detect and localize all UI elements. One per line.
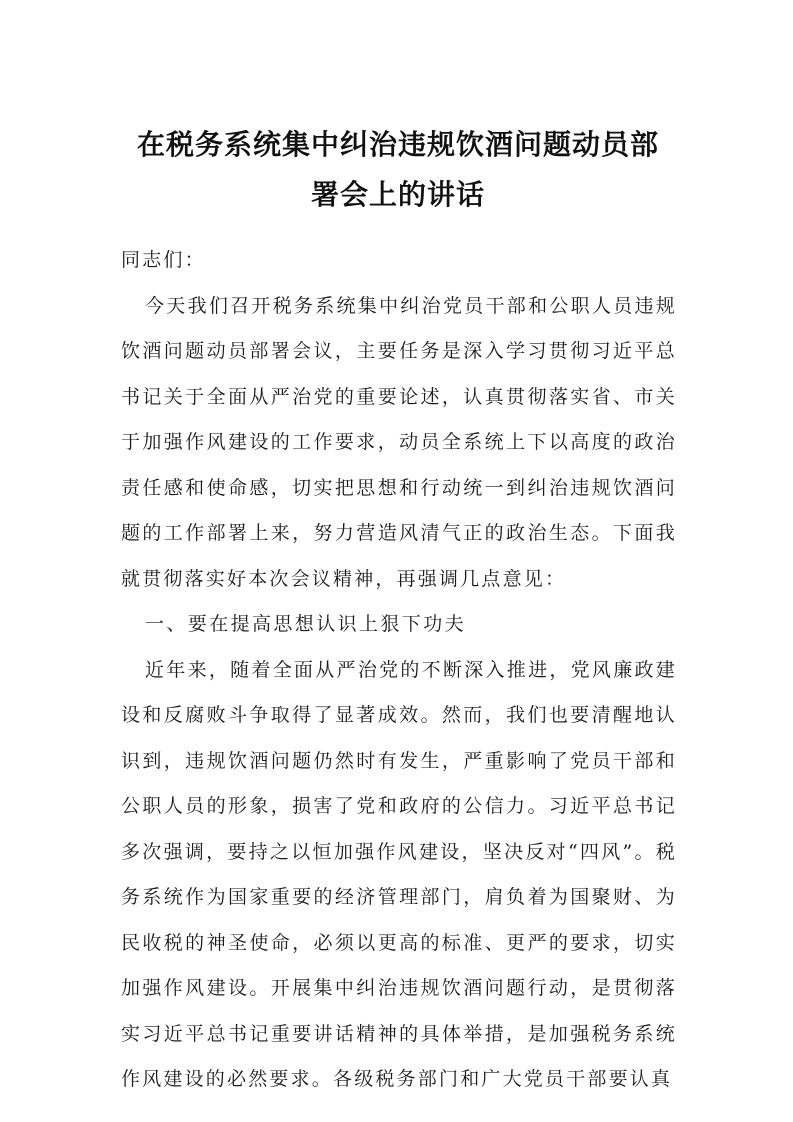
title-line-1: 在税务系统集中纠治违规饮酒问题动员部 <box>136 128 659 161</box>
section-1-paragraph: 近年来，随着全面从严治党的不断深入推进，党风廉政建设和反腐败斗争取得了显著成效。然而，我们也要清醒地认识到，违规饮酒问题仍然时有发生，严重影响了党员干部和公职人员的形象，损害了党和政府的公信力。习近平总书记多次强调，要持之以恒加强作风建设，坚决反对“四风”。税务系统作为国家重要的经济管理部门，肩负着为国聚财、为民收税的神圣使命，必须以更高的标准、更严的要求，切实加强作风建设。开展集中纠治违规饮酒问题行动，是贯彻落实习近平总书记重要讲话精神的具体举措，是加强税务系统作风建设的必然要求。各级税务部门和广大党员干部要认真 <box>121 658 677 1090</box>
section-1-heading: 一、要在提高思想认识上狠下功夫 <box>145 613 467 635</box>
document-body <box>121 238 677 1103</box>
document-title <box>118 120 678 220</box>
title-line-2: 署会上的讲话 <box>310 178 485 211</box>
salutation: 同志们： <box>121 249 206 271</box>
intro-paragraph: 今天我们召开税务系统集中纠治党员干部和公职人员违规饮酒问题动员部署会议，主要任务是深入学习贯彻习近平总书记关于全面从严治党的重要论述，认真贯彻落实省、市关于加强作风建设的工作要求，动员全系统上下以高度的政治责任感和使命感，切实把思想和行动统一到纠治违规饮酒问题的工作部署上来，努力营造风清气正的政治生态。下面我就贯彻落实好本次会议精神，再强调几点意见： <box>121 294 677 590</box>
